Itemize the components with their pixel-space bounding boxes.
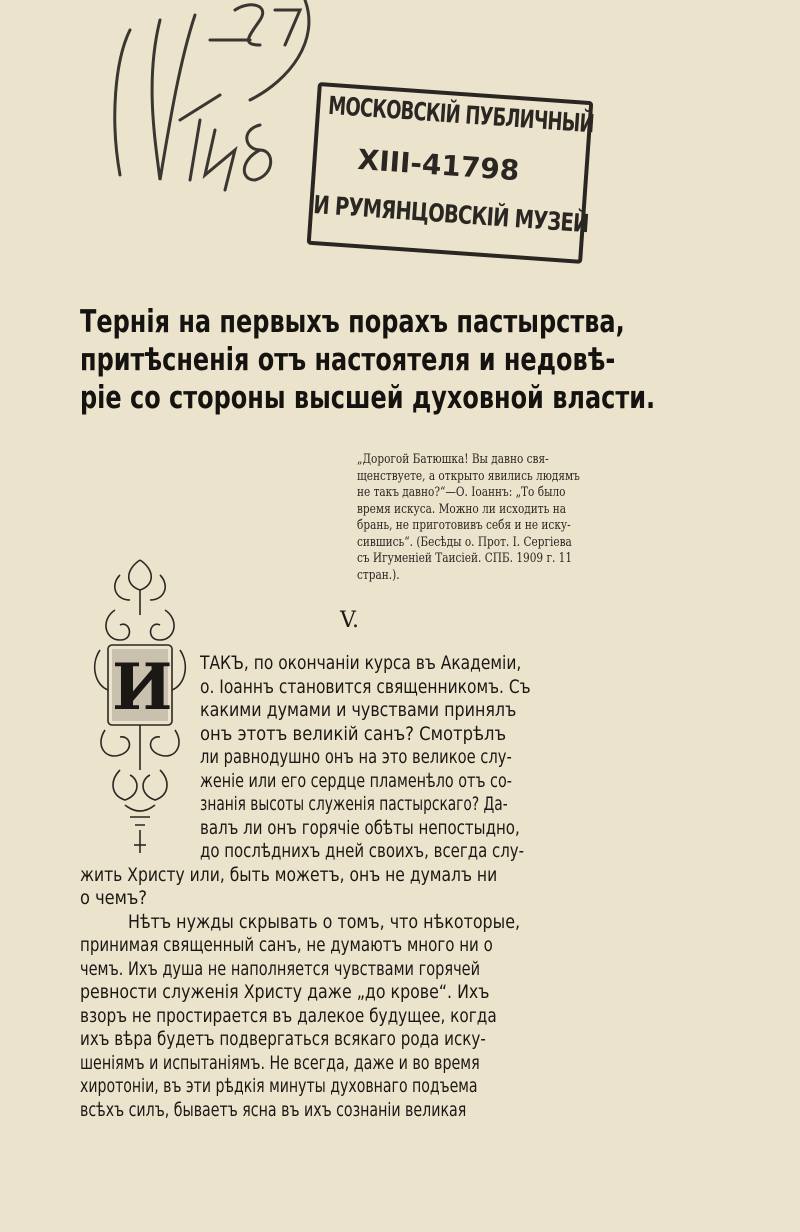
handwritten-shelfmark xyxy=(100,0,330,200)
epigraph xyxy=(357,452,647,584)
body-line: ли равнодушно онъ на это великое слу- xyxy=(200,746,512,768)
epigraph-line: не такъ давно?“—О. Іоаннъ: „То было xyxy=(357,485,566,500)
body-line: до послѣднихъ дней своихъ, всегда слу- xyxy=(200,840,525,862)
body-line: всѣхъ силъ, бываетъ ясна въ ихъ сознаніи великая xyxy=(80,1098,467,1121)
body-line: взоръ не простирается въ далекое будущее, когда xyxy=(80,1004,497,1027)
epigraph-line: сившись“. (Бесѣды о. Прот. І. Сергіева xyxy=(357,534,572,550)
body-line: ревности служенія Христу даже „до крове“. Ихъ xyxy=(80,981,490,1003)
epigraph-line: щенствуете, а открыто явились людямъ xyxy=(357,468,580,484)
chapter-title xyxy=(80,303,740,417)
body-line: женіе или его сердце пламенѣло отъ со- xyxy=(200,769,512,792)
body-line: жить Христу или, быть можетъ, онъ не думалъ ни xyxy=(80,863,498,886)
epigraph-line: брань, не приготовивъ себя и не иску- xyxy=(357,518,571,533)
body-line: знанія высоты служенія пастырскаго? Да- xyxy=(200,793,508,815)
stamp-line-3: И РУМЯНЦОВСКIЙ МУЗЕЙ xyxy=(312,190,590,239)
epigraph-line: время искуса. Можно ли исходить на xyxy=(357,501,566,517)
body-line: ихъ вѣра будетъ подвергаться всякаго рода иску- xyxy=(80,1028,486,1050)
chapter-number: V. xyxy=(340,608,360,633)
title-line: ріе со стороны высшей духовной власти. xyxy=(80,380,656,416)
body-line: шеніямъ и испытаніямъ. Не всегда, даже и во время xyxy=(80,1051,480,1074)
epigraph-line: стран.). xyxy=(357,567,400,583)
title-line: Тернія на первыхъ порахъ пастырства, xyxy=(80,304,625,340)
initial-letter: И xyxy=(112,650,173,725)
body-line: о чемъ? xyxy=(80,887,148,909)
epigraph-line: съ Игуменіей Таисіей. СПБ. 1909 г. 11 xyxy=(357,551,573,566)
stamp-line-1: МОСКОВСКIЙ ПУБЛИЧНЫЙ xyxy=(327,90,595,139)
body-line: валъ ли онъ горячіе обѣты непостыдно, xyxy=(200,816,520,839)
body-line: Нѣтъ нужды скрывать о томъ, что нѣкоторые, xyxy=(128,910,521,933)
stamp-line-2: XIII-41798 xyxy=(356,142,521,188)
body-line: ТАКЪ, по окончаніи курса въ Академіи, xyxy=(200,652,522,674)
body-line: хиротоніи, въ эти рѣдкія минуты духовнаго подъема xyxy=(80,1075,478,1097)
body-line: принимая священный санъ, не думаютъ много ни о xyxy=(80,934,493,956)
ornamental-initial xyxy=(90,555,190,865)
epigraph-line: „Дорогой Батюшка! Вы давно свя- xyxy=(357,452,549,467)
body-line: онъ этотъ великій санъ? Смотрѣлъ xyxy=(200,722,507,745)
title-line: притѣсненія отъ настоятеля и недовѣ- xyxy=(80,342,616,378)
body-line: чемъ. Ихъ душа не наполняется чувствами горячей xyxy=(80,957,481,980)
library-stamp xyxy=(306,82,593,276)
body-line: о. Іоаннъ становится священникомъ. Съ xyxy=(200,675,531,698)
body-line: какими думами и чувствами принялъ xyxy=(200,699,517,721)
